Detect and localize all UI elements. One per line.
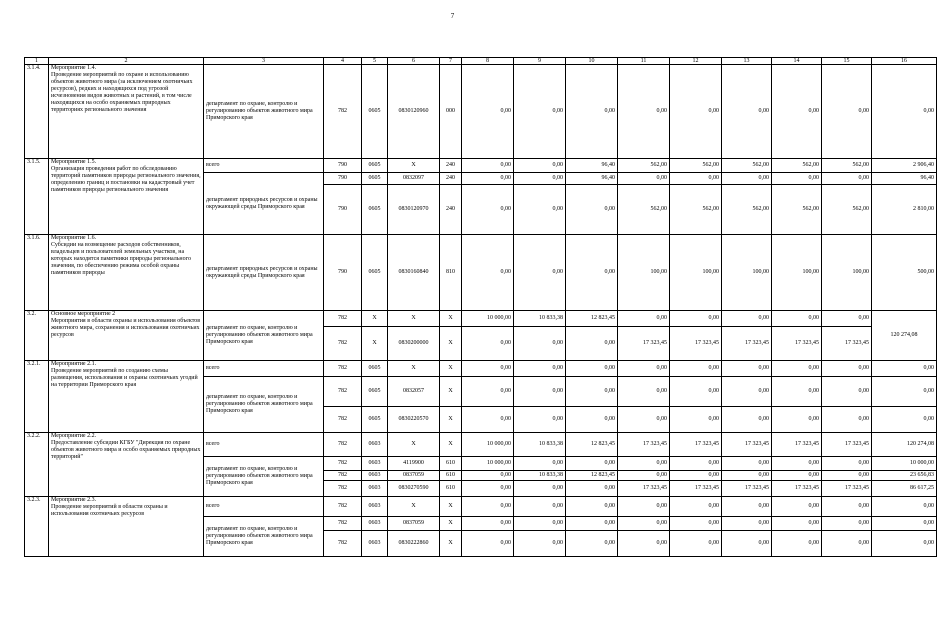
row-executor: департамент по охране, контролю и регулированию объектов животного мира Приморского края [204,517,324,557]
col-header: 1 [25,58,49,65]
cell-c4: 782 [324,407,362,433]
cell-c7: X [440,531,462,557]
cell-value: 0,00 [462,497,514,517]
cell-value: 17 323,45 [618,433,670,457]
cell-value: 0,00 [670,173,722,185]
cell-value: 0,00 [462,377,514,407]
cell-value: 0,00 [514,361,566,377]
cell-value: 0,00 [722,65,772,159]
row-code: 3.1.4. [25,65,49,159]
cell-c6: X [388,497,440,517]
cell-value: 0,00 [514,173,566,185]
cell-c7: X [440,311,462,327]
cell-c4: 790 [324,185,362,235]
cell-value: 0,00 [566,235,618,311]
cell-c4: 782 [324,311,362,327]
row-name: Основное мероприятие 2 Мероприятия в области охраны и использования объектов животного мира, сохранения и использования охотничьих ресурсов [49,311,204,361]
row-executor: департамент по охране, контролю и регулированию объектов животного мира Приморского края [204,457,324,497]
cell-value: 0,00 [722,361,772,377]
table-row [25,433,937,457]
cell-value: 0,00 [618,407,670,433]
cell-value: 0,00 [822,173,872,185]
cell-value: 0,00 [618,361,670,377]
cell-c6: 0837059 [388,517,440,531]
cell-c6: 0830270590 [388,481,440,497]
cell-value: 2 810,00 [872,185,937,235]
page-number: 7 [450,12,455,20]
cell-value: 10 000,00 [462,433,514,457]
cell-value: 10 000,00 [872,457,937,471]
table-row [25,311,937,327]
cell-value: 0,00 [822,407,872,433]
cell-c7: 610 [440,471,462,481]
cell-c4: 782 [324,531,362,557]
cell-value: 17 323,45 [618,327,670,361]
cell-c5: 0605 [362,159,388,173]
cell-value: 0,00 [722,173,772,185]
cell-value: 0,00 [462,481,514,497]
cell-value: 0,00 [670,497,722,517]
cell-value: 0,00 [670,65,722,159]
cell-c6: X [388,311,440,327]
cell-value: 10 833,38 [514,471,566,481]
col-header: 13 [722,58,772,65]
cell-value: 100,00 [722,235,772,311]
cell-value: 17 323,45 [772,327,822,361]
cell-c5: 0605 [362,173,388,185]
cell-value: 0,00 [772,407,822,433]
row-code: 3.2.2. [25,433,49,497]
cell-c6: 0837059 [388,471,440,481]
col-header: 9 [514,58,566,65]
cell-value: 0,00 [772,517,822,531]
cell-c4: 782 [324,377,362,407]
cell-value: 0,00 [566,327,618,361]
cell-value: 0,00 [772,173,822,185]
cell-value: 0,00 [872,361,937,377]
row-executor: департамент природных ресурсов и охраны окружающей среды Приморского края [204,235,324,311]
cell-value: 0,00 [618,173,670,185]
cell-value: 0,00 [670,531,722,557]
cell-value: 0,00 [566,361,618,377]
cell-total: 120 274,08 [872,311,937,361]
cell-value: 96,40 [566,159,618,173]
col-header: 16 [872,58,937,65]
cell-value: 96,40 [566,173,618,185]
cell-value: 17 323,45 [722,327,772,361]
row-name: Мероприятие 1.6. Субсидии на возмещение расходов собственников, владельцев и пользователей земельных участков, на которых находятся памятники природы регионального значения, по обеспечению режима особой охраны памятников природы [49,235,204,311]
budget-table [24,57,937,557]
cell-value: 17 323,45 [722,481,772,497]
cell-value: 0,00 [872,531,937,557]
cell-value: 0,00 [514,185,566,235]
cell-value: 100,00 [618,235,670,311]
cell-c7: X [440,433,462,457]
cell-value: 562,00 [772,159,822,173]
cell-value: 562,00 [618,185,670,235]
cell-value: 100,00 [670,235,722,311]
cell-value: 0,00 [872,407,937,433]
row-name: Мероприятие 1.4. Проведение мероприятий по охране и использованию объектов животного мира (за исключением охотничьих ресурсов), редких и находящихся под угрозой исчезновения видов животных и растений, в том числе находящихся на особо охраняемых природных территориях регионального значения [49,65,204,159]
cell-value: 0,00 [772,65,822,159]
cell-c6: 0830200000 [388,327,440,361]
row-executor: департамент по охране, контролю и регулированию объектов животного мира Приморского края [204,311,324,361]
cell-c4: 782 [324,361,362,377]
cell-value: 0,00 [462,65,514,159]
cell-c5: 0603 [362,497,388,517]
cell-value: 17 323,45 [670,433,722,457]
cell-c6: 0830220570 [388,407,440,433]
col-header: 5 [362,58,388,65]
cell-c6: X [388,361,440,377]
cell-value: 0,00 [462,327,514,361]
cell-value: 100,00 [772,235,822,311]
cell-value: 0,00 [618,531,670,557]
cell-value: 0,00 [618,471,670,481]
cell-value: 562,00 [722,159,772,173]
cell-value: 0,00 [822,65,872,159]
cell-value: 0,00 [618,65,670,159]
cell-value: 562,00 [822,159,872,173]
cell-c7: 000 [440,65,462,159]
cell-c5: 0603 [362,433,388,457]
cell-value: 562,00 [722,185,772,235]
table-row [25,497,937,517]
cell-value: 0,00 [462,471,514,481]
cell-c5: 0605 [362,185,388,235]
cell-value: 17 323,45 [670,481,722,497]
row-executor-total: всего [204,159,324,173]
cell-value: 0,00 [566,457,618,471]
cell-value: 0,00 [618,497,670,517]
cell-c6: 0830120960 [388,65,440,159]
cell-c5: 0603 [362,481,388,497]
cell-value: 17 323,45 [822,327,872,361]
row-name: Мероприятие 2.3. Проведение мероприятий в области охраны и использования охотничьих ресурсов [49,497,204,557]
row-code: 3.2. [25,311,49,361]
cell-c7: X [440,377,462,407]
cell-c4: 790 [324,173,362,185]
cell-value: 0,00 [722,517,772,531]
cell-value: 0,00 [670,457,722,471]
cell-value: 0,00 [822,457,872,471]
col-header: 12 [670,58,722,65]
cell-value: 0,00 [566,185,618,235]
cell-value: 0,00 [566,531,618,557]
cell-value: 500,00 [872,235,937,311]
cell-value: 0,00 [822,361,872,377]
col-header: 4 [324,58,362,65]
cell-c4: 782 [324,327,362,361]
cell-c6: 0832057 [388,377,440,407]
cell-c7: X [440,361,462,377]
cell-value: 0,00 [670,471,722,481]
row-executor: департамент природных ресурсов и охраны окружающей среды Приморского края [204,173,324,235]
cell-value: 0,00 [772,457,822,471]
cell-value: 2 906,40 [872,159,937,173]
cell-value: 562,00 [670,159,722,173]
col-header: 14 [772,58,822,65]
cell-c7: 610 [440,457,462,471]
cell-value: 17 323,45 [772,433,822,457]
cell-value: 0,00 [514,497,566,517]
col-header: 2 [49,58,204,65]
cell-value: 0,00 [722,497,772,517]
row-executor-total: всего [204,497,324,517]
cell-value: 0,00 [514,481,566,497]
cell-c6: X [388,159,440,173]
cell-value: 0,00 [822,311,872,327]
cell-c5: 0603 [362,531,388,557]
cell-c4: 782 [324,65,362,159]
col-header: 10 [566,58,618,65]
cell-value: 0,00 [772,361,822,377]
cell-c7: X [440,327,462,361]
row-name: Мероприятие 2.2. Предоставление субсидии КГБУ "Дирекция по охране объектов животного мира и особо охраняемых природных территорий" [49,433,204,497]
cell-value: 0,00 [772,531,822,557]
cell-value: 17 323,45 [822,481,872,497]
cell-value: 562,00 [670,185,722,235]
row-executor-total: всего [204,361,324,377]
cell-value: 0,00 [872,497,937,517]
cell-value: 0,00 [872,65,937,159]
cell-c5: 0605 [362,407,388,433]
row-executor: департамент по охране, контролю и регулированию объектов животного мира Приморского края [204,377,324,433]
cell-value: 17 323,45 [822,433,872,457]
cell-c4: 782 [324,471,362,481]
cell-c6: 0830160840 [388,235,440,311]
cell-value: 0,00 [722,531,772,557]
cell-c6: 0830120970 [388,185,440,235]
cell-value: 0,00 [566,407,618,433]
cell-value: 0,00 [462,235,514,311]
cell-value: 17 323,45 [722,433,772,457]
cell-value: 0,00 [618,517,670,531]
cell-value: 17 323,45 [618,481,670,497]
cell-value: 0,00 [872,377,937,407]
row-name: Мероприятие 1.5. Организация проведения работ по обследованию территорий памятников природы регионального значения, определению границ и постановки на кадастровый учет памятников природы регионального значения [49,159,204,235]
row-executor: департамент по охране, контролю и регулированию объектов животного мира Приморского края [204,65,324,159]
cell-c7: 240 [440,173,462,185]
cell-value: 96,40 [872,173,937,185]
cell-value: 12 823,45 [566,471,618,481]
cell-value: 10 833,38 [514,433,566,457]
cell-value: 0,00 [566,377,618,407]
cell-value: 120 274,08 [872,433,937,457]
cell-c7: 240 [440,185,462,235]
cell-value: 12 823,45 [566,433,618,457]
col-header: 15 [822,58,872,65]
cell-value: 0,00 [462,159,514,173]
cell-c6: 0832097 [388,173,440,185]
cell-c5: 0605 [362,235,388,311]
cell-value: 0,00 [514,377,566,407]
cell-c4: 782 [324,457,362,471]
cell-c4: 782 [324,433,362,457]
cell-value: 0,00 [722,457,772,471]
cell-value: 100,00 [822,235,872,311]
cell-c5: X [362,311,388,327]
cell-c6: X [388,433,440,457]
cell-value: 0,00 [772,377,822,407]
cell-value: 0,00 [514,457,566,471]
col-header: 7 [440,58,462,65]
cell-value: 0,00 [772,471,822,481]
cell-c5: 0605 [362,377,388,407]
cell-value: 0,00 [462,517,514,531]
cell-value: 0,00 [822,377,872,407]
cell-value: 0,00 [670,311,722,327]
cell-value: 12 823,45 [566,311,618,327]
cell-value: 0,00 [618,377,670,407]
table-row [25,235,937,311]
cell-c4: 782 [324,517,362,531]
cell-value: 0,00 [772,311,822,327]
cell-value: 0,00 [722,471,772,481]
cell-value: 0,00 [670,517,722,531]
cell-c5: 0605 [362,361,388,377]
cell-value: 0,00 [566,481,618,497]
cell-value: 86 617,25 [872,481,937,497]
cell-value: 0,00 [618,311,670,327]
cell-c5: 0603 [362,471,388,481]
cell-value: 23 656,83 [872,471,937,481]
cell-value: 0,00 [566,497,618,517]
cell-c5: 0603 [362,517,388,531]
cell-value: 0,00 [514,159,566,173]
cell-value: 10 833,38 [514,311,566,327]
cell-c6: 4119900 [388,457,440,471]
cell-value: 0,00 [822,517,872,531]
cell-value: 0,00 [462,407,514,433]
table-row [25,159,937,173]
row-code: 3.2.3. [25,497,49,557]
cell-value: 0,00 [462,173,514,185]
cell-value: 0,00 [872,517,937,531]
column-header-row [25,58,937,65]
cell-value: 0,00 [514,327,566,361]
cell-c4: 790 [324,235,362,311]
table-row [25,65,937,159]
col-header: 6 [388,58,440,65]
cell-value: 17 323,45 [670,327,722,361]
cell-c5: X [362,327,388,361]
col-header: 8 [462,58,514,65]
cell-value: 0,00 [514,65,566,159]
cell-value: 0,00 [462,531,514,557]
cell-value: 0,00 [462,185,514,235]
cell-value: 562,00 [772,185,822,235]
row-name: Мероприятие 2.1. Проведение мероприятий по созданию схемы размещения, использования и охраны охотничьих угодий на территории Приморского края [49,361,204,433]
row-code: 3.1.5. [25,159,49,235]
cell-value: 0,00 [462,361,514,377]
row-code: 3.2.1. [25,361,49,433]
cell-value: 0,00 [566,65,618,159]
cell-value: 0,00 [670,407,722,433]
cell-value: 562,00 [618,159,670,173]
cell-c7: X [440,517,462,531]
cell-c6: 0830222860 [388,531,440,557]
cell-c7: 810 [440,235,462,311]
cell-value: 0,00 [514,407,566,433]
cell-value: 0,00 [514,517,566,531]
cell-value: 562,00 [822,185,872,235]
col-header: 11 [618,58,670,65]
cell-value: 17 323,45 [772,481,822,497]
cell-value: 10 000,00 [462,457,514,471]
cell-value: 0,00 [822,497,872,517]
cell-value: 0,00 [722,377,772,407]
cell-c7: 240 [440,159,462,173]
cell-c7: X [440,497,462,517]
cell-value: 10 000,00 [462,311,514,327]
cell-value: 0,00 [772,497,822,517]
cell-value: 0,00 [514,531,566,557]
cell-value: 0,00 [822,531,872,557]
row-executor-total: всего [204,433,324,457]
cell-c5: 0605 [362,65,388,159]
cell-c7: 610 [440,481,462,497]
cell-value: 0,00 [670,377,722,407]
row-code: 3.1.6. [25,235,49,311]
cell-c4: 782 [324,481,362,497]
cell-value: 0,00 [566,517,618,531]
cell-value: 0,00 [822,471,872,481]
cell-value: 0,00 [670,361,722,377]
cell-value: 0,00 [722,407,772,433]
cell-value: 0,00 [722,311,772,327]
cell-c7: X [440,407,462,433]
cell-c4: 790 [324,159,362,173]
col-header: 3 [204,58,324,65]
cell-c5: 0603 [362,457,388,471]
cell-value: 0,00 [618,457,670,471]
table-row [25,361,937,377]
cell-value: 0,00 [514,235,566,311]
cell-c4: 782 [324,497,362,517]
